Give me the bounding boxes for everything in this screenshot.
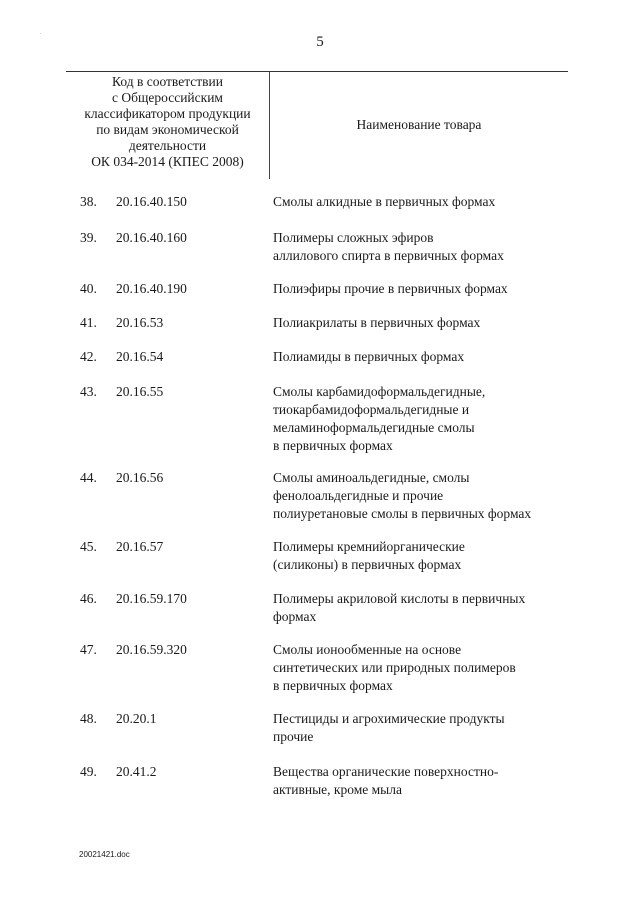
row-number: 43. [80,384,97,399]
row-number: 44. [80,470,97,485]
row-number: 42. [80,349,97,364]
code-column-header-text: Код в соответствии с Общероссийским классификатором продукции по видам экономической деятельности ОК 034-2014 (КПЕС 2008) [84,74,251,169]
row-name: Полимеры сложных эфиров аллилового спирта в первичных формах [273,230,504,263]
page-number: 5 [316,34,324,50]
row-code: 20.16.40.150 [116,194,187,209]
row-code: 20.16.40.160 [116,230,187,245]
row-name: Полиакрилаты в первичных формах [273,315,481,330]
row-code: 20.20.1 [116,711,157,726]
row-name: Вещества органические поверхностно- активные, кроме мыла [273,764,499,797]
row-number: 39. [80,230,97,245]
row-number: 38. [80,194,97,209]
row-name: Смолы алкидные в первичных формах [273,194,496,209]
table-header [66,71,568,179]
row-name: Смолы аминоальдегидные, смолы фенолоальдегидные и прочие полиуретановые смолы в первичных формах [273,470,532,521]
row-code: 20.16.57 [116,539,164,554]
row-number: 47. [80,642,97,657]
row-number: 45. [80,539,97,554]
row-name: Полиэфиры прочие в первичных формах [273,281,508,296]
row-code: 20.16.55 [116,384,164,399]
row-code: 20.16.56 [116,470,164,485]
row-code: 20.41.2 [116,764,157,779]
row-name: Полимеры кремнийорганические (силиконы) в первичных формах [273,539,465,572]
row-name: Пестициды и агрохимические продукты прочие [273,711,505,744]
row-code: 20.16.59.320 [116,642,187,657]
row-code: 20.16.54 [116,349,164,364]
row-code: 20.16.59.170 [116,591,187,606]
row-name: Смолы карбамидоформальдегидные, тиокарбамидоформальдегидные и меламиноформальдегидные смолы в первичных формах [273,384,486,453]
code-column-header [66,74,269,170]
row-number: 46. [80,591,97,606]
document-id: 20021421.doc [79,850,130,859]
row-code: 20.16.53 [116,315,164,330]
row-name: Смолы ионообменные на основе синтетических или природных полимеров в первичных формах [273,642,516,693]
row-name: Полимеры акриловой кислоты в первичных формах [273,591,526,624]
row-number: 40. [80,281,97,296]
margin-mark: . [40,30,42,36]
row-number: 49. [80,764,97,779]
row-name: Полиамиды в первичных формах [273,349,465,364]
name-column-header: Наименование товара [356,117,482,132]
row-code: 20.16.40.190 [116,281,187,296]
row-number: 48. [80,711,97,726]
row-number: 41. [80,315,97,330]
